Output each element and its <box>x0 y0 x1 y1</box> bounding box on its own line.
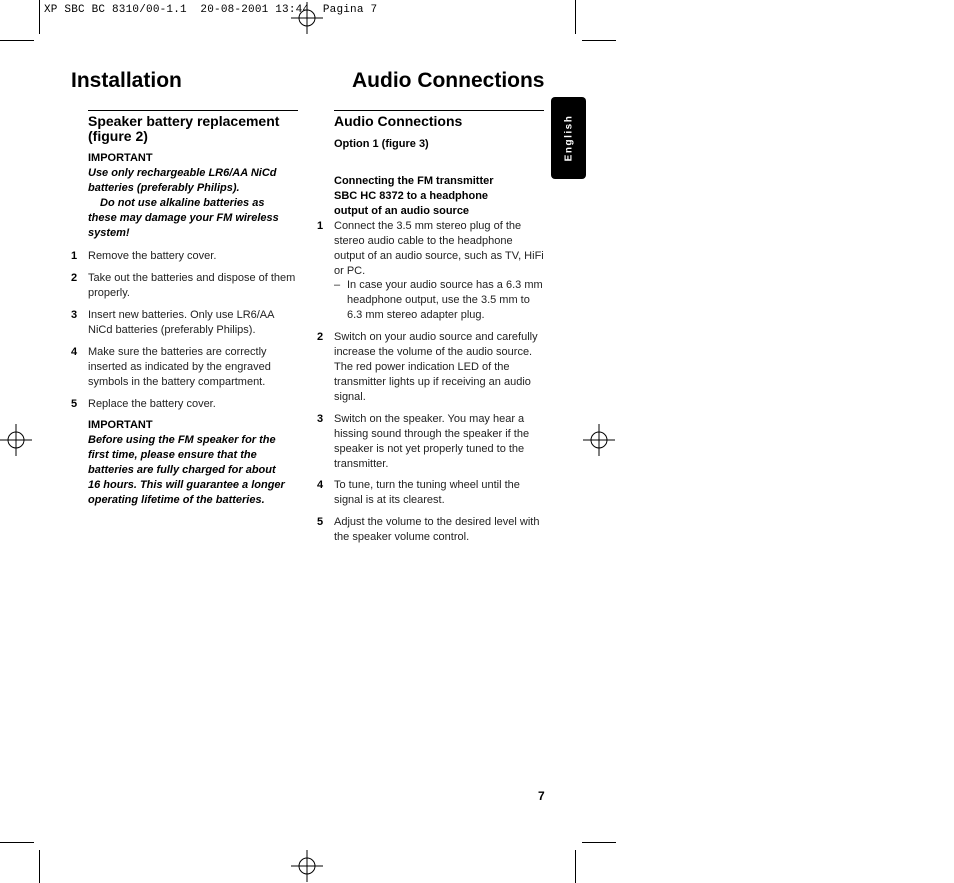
section-rule <box>88 110 298 111</box>
step-text: Insert new batteries. Only use LR6/AA NiCd batteries (preferably Philips). <box>88 309 275 336</box>
crop-mark <box>0 842 34 843</box>
page-number: 7 <box>538 789 545 803</box>
step-number: 5 <box>71 398 78 410</box>
crop-mark <box>39 0 40 34</box>
registration-mark-icon <box>291 850 323 882</box>
step-number: 5 <box>317 516 324 528</box>
step-text: Adjust the volume to the desired level with the speaker volume control. <box>334 516 540 543</box>
connect-heading: Connecting the FM transmitter SBC HC 8372 to a headphone output of an audio source <box>334 175 494 217</box>
note-dash: – <box>334 279 341 291</box>
language-tab <box>551 97 586 179</box>
important-note: Before using the FM speaker for the first time, please ensure that the batteries are fully charged for about 16 hours. This will guarantee a longer operating lifetime of the batteries. <box>88 434 285 506</box>
step-text: Remove the battery cover. <box>88 250 217 262</box>
step-number: 1 <box>317 220 324 232</box>
section-title-audio: Audio Connections <box>334 113 463 129</box>
option-label: Option 1 (figure 3) <box>334 138 429 150</box>
registration-mark-icon <box>291 2 323 34</box>
adapter-note: In case your audio source has a 6.3 mm headphone output, use the 3.5 mm to 6.3 mm stereo adapter plug. <box>347 279 543 321</box>
step-number: 4 <box>317 479 324 491</box>
section-rule <box>334 110 544 111</box>
step-number: 2 <box>71 272 78 284</box>
crop-mark <box>39 850 40 883</box>
language-tab-label: English <box>563 114 574 162</box>
step-text: Switch on your audio source and carefully increase the volume of the audio source. The red power indication LED of the transmitter lights up if receiving an audio signal. <box>334 331 538 403</box>
section-title-battery: Speaker battery replacement (figure 2) <box>88 113 280 144</box>
crop-mark <box>582 40 616 41</box>
important-note: Use only rechargeable LR6/AA NiCd batteries (preferably Philips). Do not use alkaline batteries as these may damage your FM wireless system! <box>88 167 279 239</box>
page-heading-installation: Installation <box>71 69 182 92</box>
registration-mark-icon <box>583 424 615 456</box>
important-label: IMPORTANT <box>88 152 153 164</box>
print-slug: XP SBC BC 8310/00-1.1 20-08-2001 13:44 Pagina 7 <box>44 4 378 16</box>
crop-mark <box>0 40 34 41</box>
step-text: Replace the battery cover. <box>88 398 216 410</box>
step-text: Make sure the batteries are correctly inserted as indicated by the engraved symbols in the battery compartment. <box>88 346 271 388</box>
important-label: IMPORTANT <box>88 419 153 431</box>
crop-mark <box>582 842 616 843</box>
registration-mark-icon <box>0 424 32 456</box>
step-number: 2 <box>317 331 324 343</box>
step-number: 3 <box>317 413 324 425</box>
page-heading-audio-connections: Audio Connections <box>352 69 545 92</box>
step-text: To tune, turn the tuning wheel until the signal is at its clearest. <box>334 479 520 506</box>
step-number: 3 <box>71 309 78 321</box>
step-text: Connect the 3.5 mm stereo plug of the stereo audio cable to the headphone output of an audio source, such as TV, HiFi or PC. <box>334 220 544 277</box>
crop-mark <box>575 0 576 34</box>
crop-mark <box>575 850 576 883</box>
step-text: Take out the batteries and dispose of them properly. <box>88 272 296 299</box>
step-text: Switch on the speaker. You may hear a hissing sound through the speaker if the speaker is not yet properly tuned to the transmitter. <box>334 413 530 470</box>
step-number: 4 <box>71 346 78 358</box>
step-number: 1 <box>71 250 78 262</box>
